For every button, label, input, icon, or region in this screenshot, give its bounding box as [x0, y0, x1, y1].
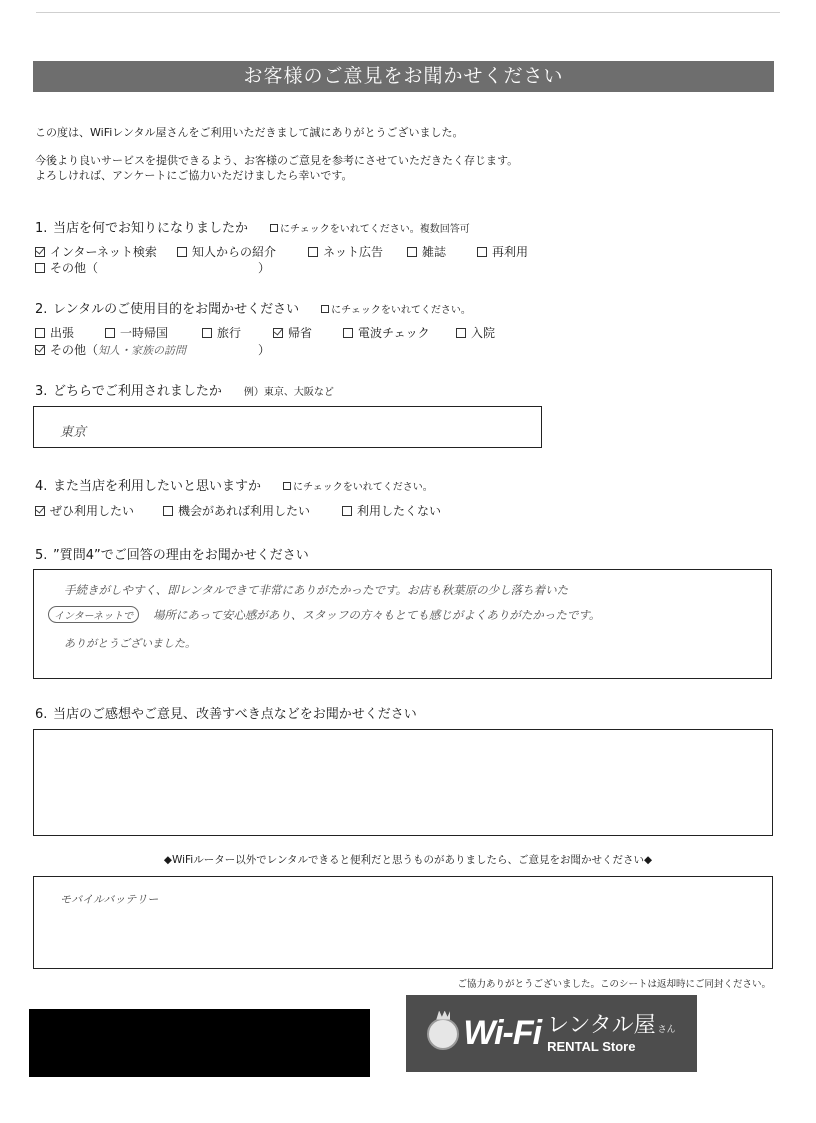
- checkbox-icon[interactable]: [35, 328, 45, 338]
- question-6: [35, 703, 417, 722]
- checkbox-checked-icon[interactable]: [35, 247, 45, 257]
- checkbox-icon[interactable]: [35, 263, 45, 273]
- checkbox-icon[interactable]: [163, 506, 173, 516]
- q2-option-temporary-return[interactable]: 一時帰国: [105, 324, 202, 341]
- q5-answer-line-3: ありがとうございました。: [64, 637, 196, 650]
- question-3-text: どちらでご利用されましたか: [53, 384, 222, 399]
- q4-option-no[interactable]: 利用したくない: [342, 502, 441, 519]
- checkbox-checked-icon[interactable]: [35, 506, 45, 516]
- question-3-number: 3.: [35, 384, 48, 399]
- q1-option-internet-search[interactable]: インターネット検索: [35, 243, 177, 260]
- q1-option-referral[interactable]: 知人からの紹介: [177, 243, 308, 260]
- q5-answer-bubble: インターネットで: [48, 606, 139, 623]
- q4-option-definitely[interactable]: ぜひ利用したい: [35, 502, 163, 519]
- question-1: [35, 217, 470, 236]
- checkbox-icon[interactable]: [342, 506, 352, 516]
- page-title: お客様のご意見をお聞かせください: [33, 61, 774, 92]
- question-4-note: にチェックをいれてください。: [283, 478, 433, 493]
- checkbox-checked-icon[interactable]: [35, 345, 45, 355]
- question-1-text: 当店を何でお知りになりましたか: [53, 221, 249, 236]
- q1-option-magazine[interactable]: 雑誌: [407, 243, 477, 260]
- question-1-note: にチェックをいれてください。複数回答可: [270, 220, 470, 235]
- q5-answer-line-1: 手続きがしやすく、即レンタルできて非常にありがたかったです。お店も秋葉原の少し落ち着いた: [64, 583, 569, 597]
- question-4-options: [35, 502, 441, 519]
- question-2-options: [35, 324, 495, 341]
- question-4-number: 4.: [35, 479, 48, 494]
- checkbox-icon[interactable]: [202, 328, 212, 338]
- question-1-options: [35, 243, 528, 260]
- logo-store-name: レンタル屋 さん RENTAL Store: [547, 1012, 676, 1054]
- question-2: [35, 298, 471, 317]
- question-2-note: にチェックをいれてください。: [321, 301, 471, 316]
- q4-option-if-chance[interactable]: 機会があれば利用したい: [163, 502, 342, 519]
- redacted-block: [29, 1009, 370, 1077]
- q1-option-other[interactable]: その他（ ）: [35, 259, 270, 276]
- question-2-number: 2.: [35, 302, 48, 317]
- question-6-number: 6.: [35, 707, 48, 722]
- q2-option-travel[interactable]: 旅行: [202, 324, 273, 341]
- q1-option-net-ad[interactable]: ネット広告: [308, 243, 407, 260]
- intro-line-3: よろしければ、アンケートにご協力いただけましたら幸いです。: [35, 169, 353, 182]
- question-5: [35, 544, 309, 563]
- q2-option-signal-check[interactable]: 電波チェック: [343, 324, 456, 341]
- checkbox-icon: [283, 482, 291, 490]
- checkbox-icon[interactable]: [407, 247, 417, 257]
- top-rule: [36, 12, 780, 13]
- q2-option-business-trip[interactable]: 出張: [35, 324, 105, 341]
- q1-option-reuse[interactable]: 再利用: [477, 243, 528, 260]
- checkbox-icon[interactable]: [343, 328, 353, 338]
- q3-answer-box[interactable]: [33, 406, 542, 448]
- question-6-text: 当店のご感想やご意見、改善すべき点などをお聞かせください: [53, 707, 417, 722]
- q6-answer-box[interactable]: [33, 729, 773, 836]
- checkbox-icon[interactable]: [177, 247, 187, 257]
- intro-line-1: この度は、WiFiレンタル屋さんをご利用いただきまして誠にありがとうございました。: [35, 126, 464, 139]
- checkbox-icon[interactable]: [105, 328, 115, 338]
- rental-suggestion-prompt: ◆WiFiルーター以外でレンタルできると便利だと思うものがありましたら、ご意見をお聞かせください◆: [163, 854, 653, 866]
- checkbox-icon[interactable]: [308, 247, 318, 257]
- q2-option-homecoming[interactable]: 帰省: [273, 324, 343, 341]
- question-1-number: 1.: [35, 221, 48, 236]
- checkbox-icon: [270, 224, 278, 232]
- q2-option-other[interactable]: その他（ 知人・家族の訪問 ）: [35, 341, 270, 358]
- q2-other-value[interactable]: 知人・家族の訪問: [98, 343, 187, 357]
- wifi-rental-logo: [406, 995, 697, 1072]
- question-4-text: また当店を利用したいと思いますか: [53, 479, 262, 494]
- intro-line-2: 今後より良いサービスを提供できるよう、お客様のご意見を参考にさせていただきたく存じます。: [35, 154, 519, 167]
- crown-mascot-icon: [427, 1018, 459, 1050]
- checkbox-icon: [321, 305, 329, 313]
- rental-suggestion-answer: モバイルバッテリー: [60, 893, 159, 906]
- question-5-number: 5.: [35, 548, 48, 563]
- q5-answer-box[interactable]: [33, 569, 772, 679]
- logo-wifi-text: Wi-Fi: [463, 1014, 542, 1052]
- question-5-text: ”質問4”でご回答の理由をお聞かせください: [53, 548, 309, 563]
- q3-answer: 東京: [60, 425, 87, 440]
- checkbox-checked-icon[interactable]: [273, 328, 283, 338]
- question-3-note: 例）東京、大阪など: [243, 387, 334, 398]
- q5-answer-line-2: インターネットで 場所にあって安心感があり、スタッフの方々もとても感じがよくありがたかったです。: [48, 606, 600, 623]
- question-2-text: レンタルのご使用目的をお聞かせください: [53, 302, 300, 317]
- checkbox-icon[interactable]: [477, 247, 487, 257]
- q2-option-hospital[interactable]: 入院: [456, 324, 495, 341]
- rental-suggestion-box[interactable]: [33, 876, 773, 969]
- question-3: [35, 380, 334, 399]
- question-4: [35, 475, 433, 494]
- checkbox-icon[interactable]: [456, 328, 466, 338]
- thanks-note: ご協力ありがとうございました。このシートは返却時にご同封ください。: [457, 979, 771, 990]
